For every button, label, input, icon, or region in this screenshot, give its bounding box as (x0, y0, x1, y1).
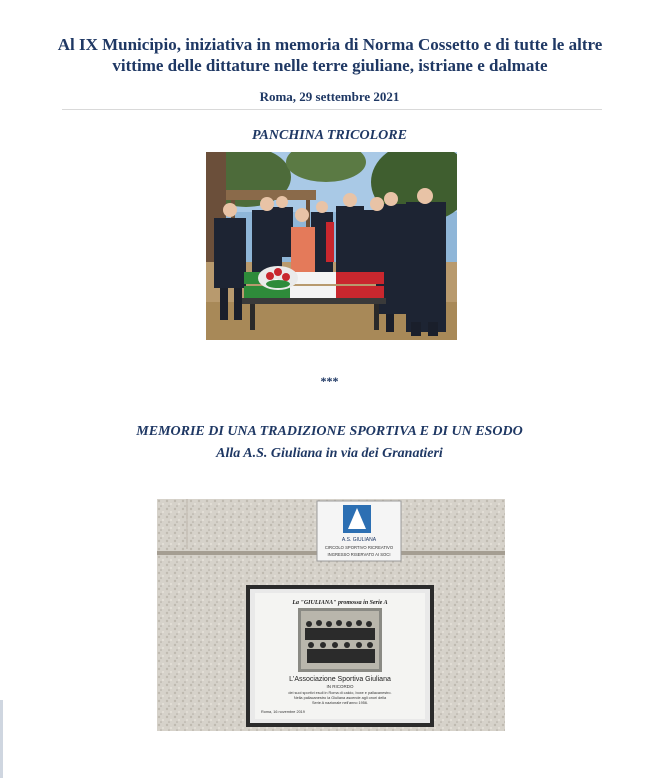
wall-photo-illustration (157, 499, 505, 731)
photo-plaques-giuliana (157, 499, 505, 731)
section-separator: *** (320, 374, 339, 388)
photo-panchina-tricolore (206, 152, 457, 340)
article-date: Roma, 29 settembre 2021 (259, 89, 400, 104)
title-line-2: vittime delle dittature nelle terre giuliane, istriane e dalmate (112, 56, 548, 75)
plaque-in-ricordo: IN RICORDO (326, 684, 354, 689)
plaque-footer: Roma, 16 novembre 2019 (261, 710, 305, 714)
plaque-body-1: dei suoi sportivi esuli in Roma di calcio, boxe e pallacanestro. (288, 691, 392, 695)
plaque-org: L'Associazione Sportiva Giuliana (289, 676, 391, 683)
page-title (40, 34, 620, 76)
group-photo-illustration (206, 152, 457, 340)
club-sign (317, 501, 401, 561)
margin-bar (0, 700, 3, 778)
section-heading-panchina: PANCHINA TRICOLORE (252, 128, 407, 143)
club-sign-line1: A.S. GIULIANA (341, 537, 377, 543)
club-sign-line2: CIRCOLO SPORTIVO RICREATIVO (324, 545, 394, 550)
memorial-plaque (248, 587, 432, 725)
plaque-body-2: Nella pallacanestro la Giuliana ascende agli onori della (293, 696, 387, 700)
header-divider (62, 109, 602, 110)
title-line-1: Al IX Municipio, iniziativa in memoria di Norma Cossetto e di tutte le altre (57, 35, 603, 54)
section-subheading-giuliana: Alla A.S. Giuliana in via dei Granatieri (216, 446, 443, 461)
section-heading-memorie: MEMORIE DI UNA TRADIZIONE SPORTIVA E DI UN ESODO (136, 424, 523, 439)
club-sign-line3: INGRESSO RISERVATO AI SOCI (327, 552, 391, 557)
plaque-headline: La "GIULIANA" promossa in Serie A (292, 600, 388, 606)
plaque-body-3: Serie A nazionale nell'anno 1956. (311, 701, 369, 705)
